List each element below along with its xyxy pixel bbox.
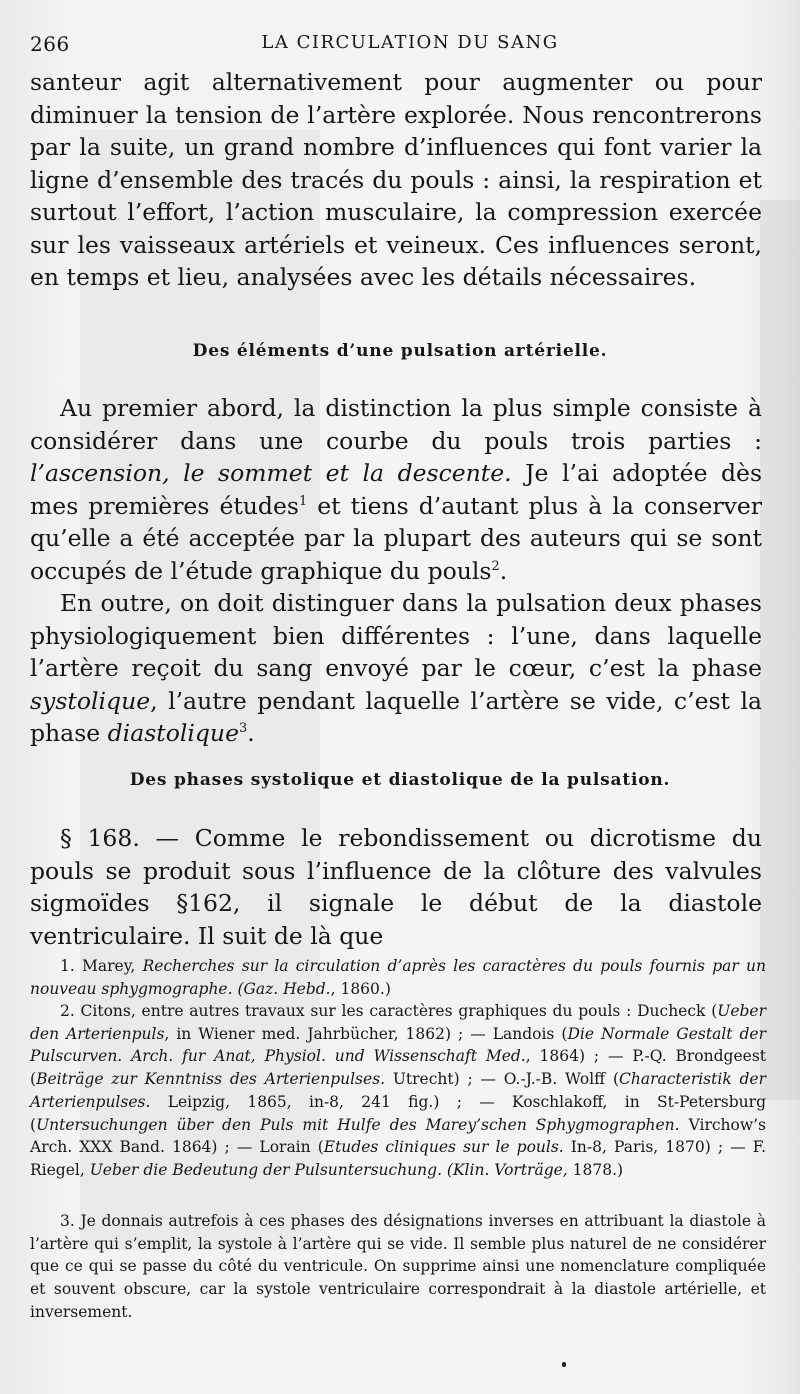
footnote-2: 2. Citons, entre autres travaux sur les caractères graphiques du pouls : Ducheck (Ueber den Arterienpuls, in Wiener med. Jahrbücher, 1862) ; — Landois (Die Normale Gestalt der Pulscurven. Arch. fur Anat, Physiol. und Wissenschaft Med., 1864) ; — P.-Q. Brondgeest (Beiträge zur Kenntniss des Arterienpulses. Utrecht) ; — O.-J.-B. Wolff (Characteristik der Arterienpulses. Leipzig, 1865, in-8, 241 fig.) ; — Koschlakoff, in St-Petersburg (Untersuchungen über den Puls mit Hulfe des Marey’schen Sphygmographen. Virchow’s Arch. XXX Band. 1864) ; — Lorain (Etudes cliniques sur le pouls. In-8, Paris, 1870) ; — F. Riegel, Ueber die Bedeutung der Pulsuntersuchung. (Klin. Vorträge, 1878.)	[30, 1002, 767, 1179]
paragraph-ascension: Au premier abord, la distinction la plus simple consiste à considérer dans une courbe du pouls trois parties : l’ascension, le sommet et la descente. Je l’ai adoptée dès mes premières études$^1$ et tiens d’autant plus à la conserver qu’elle a été acceptée par la plupart des auteurs qui se sont occupés de l’étude graphique du pouls$^2$.	[30, 394, 763, 585]
page-edge-shadow	[760, 200, 800, 1100]
ink-speck	[562, 1362, 566, 1367]
footnote-1: 1. Marey, Recherches sur la circulation d’après les caractères du pouls fournis par un nouveau sphygmographe. (Gaz. Hebd., 1860.)	[30, 957, 766, 998]
section-heading-phases: Des phases systolique et diastolique de la pulsation.	[129, 770, 671, 790]
paragraph-section-168: § 168. — Comme le rebondissement ou dicrotisme du pouls se produit sous l’influence de la clôture des valvules sigmoïdes §162, il signale le début de la diastole ventriculaire. Il suit de là que	[30, 824, 762, 950]
footnote-ref-2[interactable]: 2	[491, 558, 500, 574]
page-number: 266	[30, 32, 70, 56]
paragraph-continuation: santeur agit alternativement pour augmenter ou pour diminuer la tension de l’artère explorée. Nous rencontrerons par la suite, un grand nombre d’influences qui font varier la ligne d’ensemble des tracés du pouls : ainsi, la respiration et surtout l’effort, l’action musculaire, la compression exercée sur les vaisseaux artériels et veineux. Ces influences seront, en temps et lieu, analysées avec les détails nécessaires.	[30, 68, 762, 291]
running-header	[30, 32, 770, 60]
section-heading-elements: Des éléments d’une pulsation artérielle.	[192, 341, 608, 361]
paragraph-phases: En outre, on doit distinguer dans la pulsation deux phases physiologiquement bien différentes : l’une, dans laquelle l’artère reçoit du sang envoyé par le cœur, c’est la phase systolique, l’autre pendant laquelle l’artère se vide, c’est la phase diastolique$^3$.	[30, 589, 762, 747]
footnote-ref-3[interactable]: 3	[238, 721, 248, 737]
running-title: LA CIRCULATION DU SANG	[261, 32, 559, 53]
footnote-3: 3. Je donnais autrefois à ces phases des désignations inverses en attribuant la diastole à l’artère qui s’emplit, la systole à l’artère qui se vide. Il semble plus naturel de ne considérer que ce qui se passe du côté du ventricule. On supprime ainsi une nomenclature compliquée et souvent obscure, car la systole ventriculaire correspondrait à la diastole artérielle, et inversement.	[30, 1212, 766, 1321]
footnote-ref-1[interactable]: 1	[298, 493, 308, 509]
